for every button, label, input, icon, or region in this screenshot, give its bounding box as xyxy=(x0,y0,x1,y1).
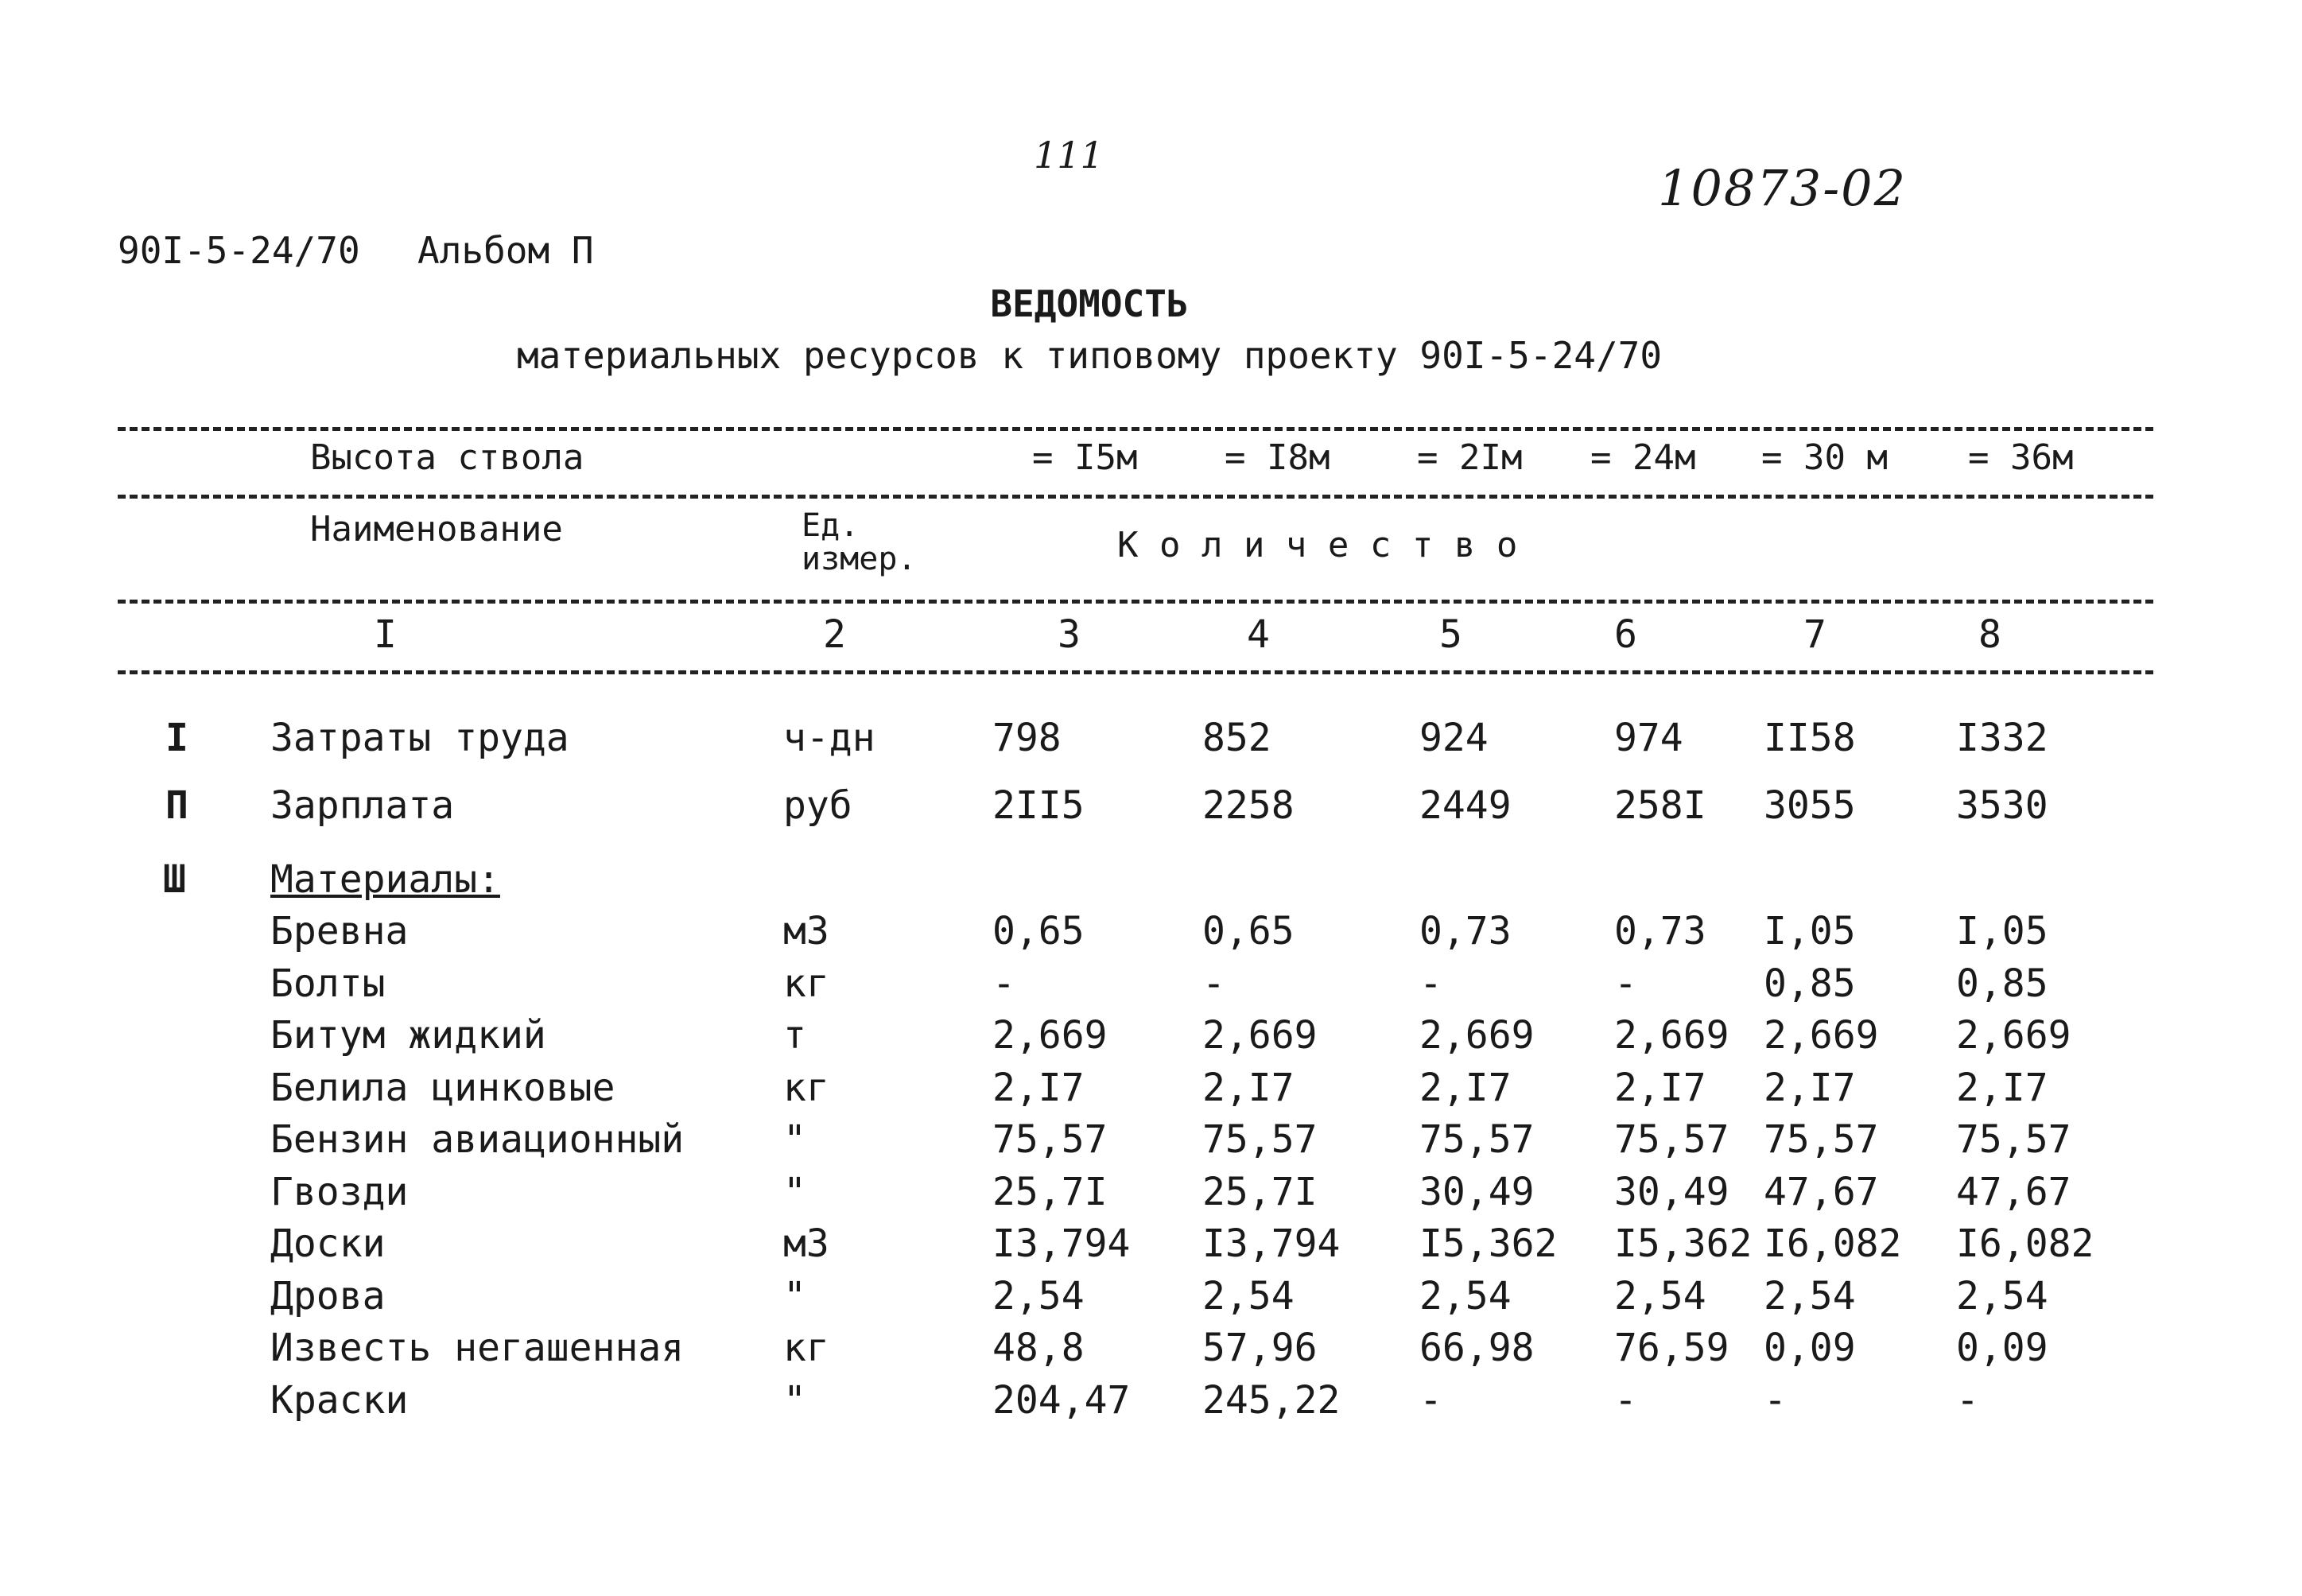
quantity-cell: 25,7I xyxy=(992,1170,1108,1214)
quantity-cell: I,05 xyxy=(1764,909,1856,953)
quantity-cell: - xyxy=(1419,961,1442,1006)
height-col-6: = 24м xyxy=(1590,437,1696,478)
section-number: I xyxy=(165,716,188,760)
quantity-cell: 2,669 xyxy=(1956,1013,2071,1058)
table-rule-2 xyxy=(118,495,2153,499)
material-name: Доски xyxy=(270,1221,386,1266)
quantity-cell: I6,082 xyxy=(1956,1221,2094,1266)
material-unit: " xyxy=(783,1274,806,1318)
row-name: Затраты труда xyxy=(270,716,569,760)
height-label: Высота ствола xyxy=(310,437,584,478)
table-rule-4 xyxy=(118,670,2153,674)
quantity-cell: 974 xyxy=(1614,716,1683,760)
quantity-cell: 258I xyxy=(1614,783,1706,828)
height-col-4: = I8м xyxy=(1225,437,1330,478)
material-unit: кг xyxy=(783,1326,829,1370)
materials-heading: Материалы: xyxy=(270,857,500,902)
quantity-cell: 0,73 xyxy=(1419,909,1512,953)
name-column-header: Наименование xyxy=(310,509,563,549)
material-unit: " xyxy=(783,1170,806,1214)
quantity-cell: I6,082 xyxy=(1764,1221,1902,1266)
quantity-cell: 2,669 xyxy=(1614,1013,1729,1058)
archive-number: 10873-02 xyxy=(1658,159,1908,217)
quantity-cell: 75,57 xyxy=(1202,1117,1318,1162)
quantity-cell: II58 xyxy=(1764,716,1856,760)
quantity-cell: 75,57 xyxy=(1614,1117,1729,1162)
height-col-7: = 30 м xyxy=(1761,437,1888,478)
quantity-cell: 3530 xyxy=(1956,783,2048,828)
quantity-cell: 2,I7 xyxy=(992,1066,1085,1110)
quantity-cell: I5,362 xyxy=(1614,1221,1753,1266)
quantity-cell: - xyxy=(1614,1378,1637,1423)
quantity-cell: 75,57 xyxy=(992,1117,1108,1162)
quantity-cell: 2,669 xyxy=(1419,1013,1535,1058)
quantity-cell: 2,I7 xyxy=(1956,1066,2048,1110)
quantity-cell: 0,73 xyxy=(1614,909,1706,953)
album-label: Альбом П xyxy=(417,229,594,272)
quantity-cell: 3055 xyxy=(1764,783,1856,828)
height-col-5: = 2Iм xyxy=(1417,437,1523,478)
quantity-cell: 2,I7 xyxy=(1764,1066,1856,1110)
quantity-cell: 75,57 xyxy=(1956,1117,2071,1162)
page-title: ВЕДОМОСТЬ xyxy=(990,282,1189,325)
quantity-cell: 75,57 xyxy=(1764,1117,1879,1162)
column-number: 2 xyxy=(823,612,846,657)
quantity-cell: - xyxy=(1419,1378,1442,1423)
table-rule-3 xyxy=(118,600,2153,604)
row-name: Зарплата xyxy=(270,783,455,828)
column-number: 5 xyxy=(1439,612,1462,657)
height-col-8: = 36м xyxy=(1968,437,2074,478)
column-number: 7 xyxy=(1803,612,1826,657)
quantity-cell: I3,794 xyxy=(992,1221,1131,1266)
quantity-cell: I3,794 xyxy=(1202,1221,1341,1266)
column-number: 6 xyxy=(1614,612,1637,657)
quantity-cell: 0,09 xyxy=(1956,1326,2048,1370)
quantity-cell: 2,54 xyxy=(1614,1274,1706,1318)
quantity-cell: 76,59 xyxy=(1614,1326,1729,1370)
quantity-cell: - xyxy=(1956,1378,1979,1423)
material-unit: " xyxy=(783,1117,806,1162)
column-number: 8 xyxy=(1978,612,2001,657)
quantity-cell: 25,7I xyxy=(1202,1170,1318,1214)
quantity-cell: 75,57 xyxy=(1419,1117,1535,1162)
quantity-cell: I,05 xyxy=(1956,909,2048,953)
quantity-cell: 48,8 xyxy=(992,1326,1085,1370)
material-unit: т xyxy=(783,1013,806,1058)
quantity-cell: 2449 xyxy=(1419,783,1512,828)
quantity-cell: 924 xyxy=(1419,716,1489,760)
quantity-cell: 0,85 xyxy=(1956,961,2048,1006)
quantity-cell: 57,96 xyxy=(1202,1326,1318,1370)
material-unit: кг xyxy=(783,1066,829,1110)
material-unit: м3 xyxy=(783,909,829,953)
quantity-cell: I332 xyxy=(1956,716,2048,760)
column-number: 4 xyxy=(1247,612,1270,657)
quantity-cell: 2,669 xyxy=(992,1013,1108,1058)
row-unit: руб xyxy=(783,783,852,828)
quantity-cell: 30,49 xyxy=(1419,1170,1535,1214)
quantity-cell: 204,47 xyxy=(992,1378,1131,1423)
quantity-cell: 2II5 xyxy=(992,783,1085,828)
material-name: Болты xyxy=(270,961,386,1006)
material-unit: м3 xyxy=(783,1221,829,1266)
row-unit: ч-дн xyxy=(783,716,875,760)
material-name: Белила цинковые xyxy=(270,1066,615,1110)
material-name: Дрова xyxy=(270,1274,386,1318)
quantity-cell: - xyxy=(992,961,1015,1006)
quantity-cell: 852 xyxy=(1202,716,1271,760)
column-number: I xyxy=(374,612,397,657)
quantity-cell: 2,54 xyxy=(1419,1274,1512,1318)
table-rule-top xyxy=(118,427,2153,431)
material-unit: " xyxy=(783,1378,806,1423)
quantity-cell: 2,I7 xyxy=(1202,1066,1295,1110)
quantity-cell: 0,85 xyxy=(1764,961,1856,1006)
material-name: Бензин авиационный xyxy=(270,1117,685,1162)
quantity-cell: 2,669 xyxy=(1202,1013,1318,1058)
document-code: 90I-5-24/70 xyxy=(118,229,360,272)
unit-column-header xyxy=(802,509,917,576)
quantity-cell: 2,54 xyxy=(1202,1274,1295,1318)
material-unit: кг xyxy=(783,961,829,1006)
page-subtitle: материальных ресурсов к типовому проекту 90I-5-24/70 xyxy=(516,334,1663,377)
section-number: Ш xyxy=(163,857,186,902)
quantity-cell: 2,I7 xyxy=(1419,1066,1512,1110)
quantity-cell: 2,669 xyxy=(1764,1013,1879,1058)
quantity-cell: 30,49 xyxy=(1614,1170,1729,1214)
quantity-cell: 2,I7 xyxy=(1614,1066,1706,1110)
quantity-cell: - xyxy=(1202,961,1225,1006)
quantity-cell: 245,22 xyxy=(1202,1378,1341,1423)
quantity-cell: 66,98 xyxy=(1419,1326,1535,1370)
quantity-cell: 2,54 xyxy=(1764,1274,1856,1318)
material-name: Бревна xyxy=(270,909,409,953)
quantity-cell: - xyxy=(1764,1378,1787,1423)
page-number: 111 xyxy=(1034,134,1104,177)
height-col-3: = I5м xyxy=(1032,437,1138,478)
section-number: П xyxy=(165,783,188,828)
quantity-cell: 2,54 xyxy=(1956,1274,2048,1318)
material-name: Битум жидкий xyxy=(270,1013,546,1058)
quantity-cell: 47,67 xyxy=(1956,1170,2071,1214)
quantity-cell: 2,54 xyxy=(992,1274,1085,1318)
quantity-cell: 0,09 xyxy=(1764,1326,1856,1370)
quantity-column-header: К о л и ч е с т в о xyxy=(1117,525,1518,565)
quantity-cell: I5,362 xyxy=(1419,1221,1558,1266)
quantity-cell: 2258 xyxy=(1202,783,1295,828)
quantity-cell: 798 xyxy=(992,716,1062,760)
material-name: Известь негашенная xyxy=(270,1326,685,1370)
column-number: 3 xyxy=(1058,612,1081,657)
quantity-cell: 0,65 xyxy=(992,909,1085,953)
material-name: Краски xyxy=(270,1378,409,1423)
quantity-cell: 0,65 xyxy=(1202,909,1295,953)
unit-header-line1: Ед. xyxy=(802,507,860,544)
quantity-cell: 47,67 xyxy=(1764,1170,1879,1214)
unit-header-line2: измер. xyxy=(802,541,917,577)
quantity-cell: - xyxy=(1614,961,1637,1006)
material-name: Гвозди xyxy=(270,1170,409,1214)
